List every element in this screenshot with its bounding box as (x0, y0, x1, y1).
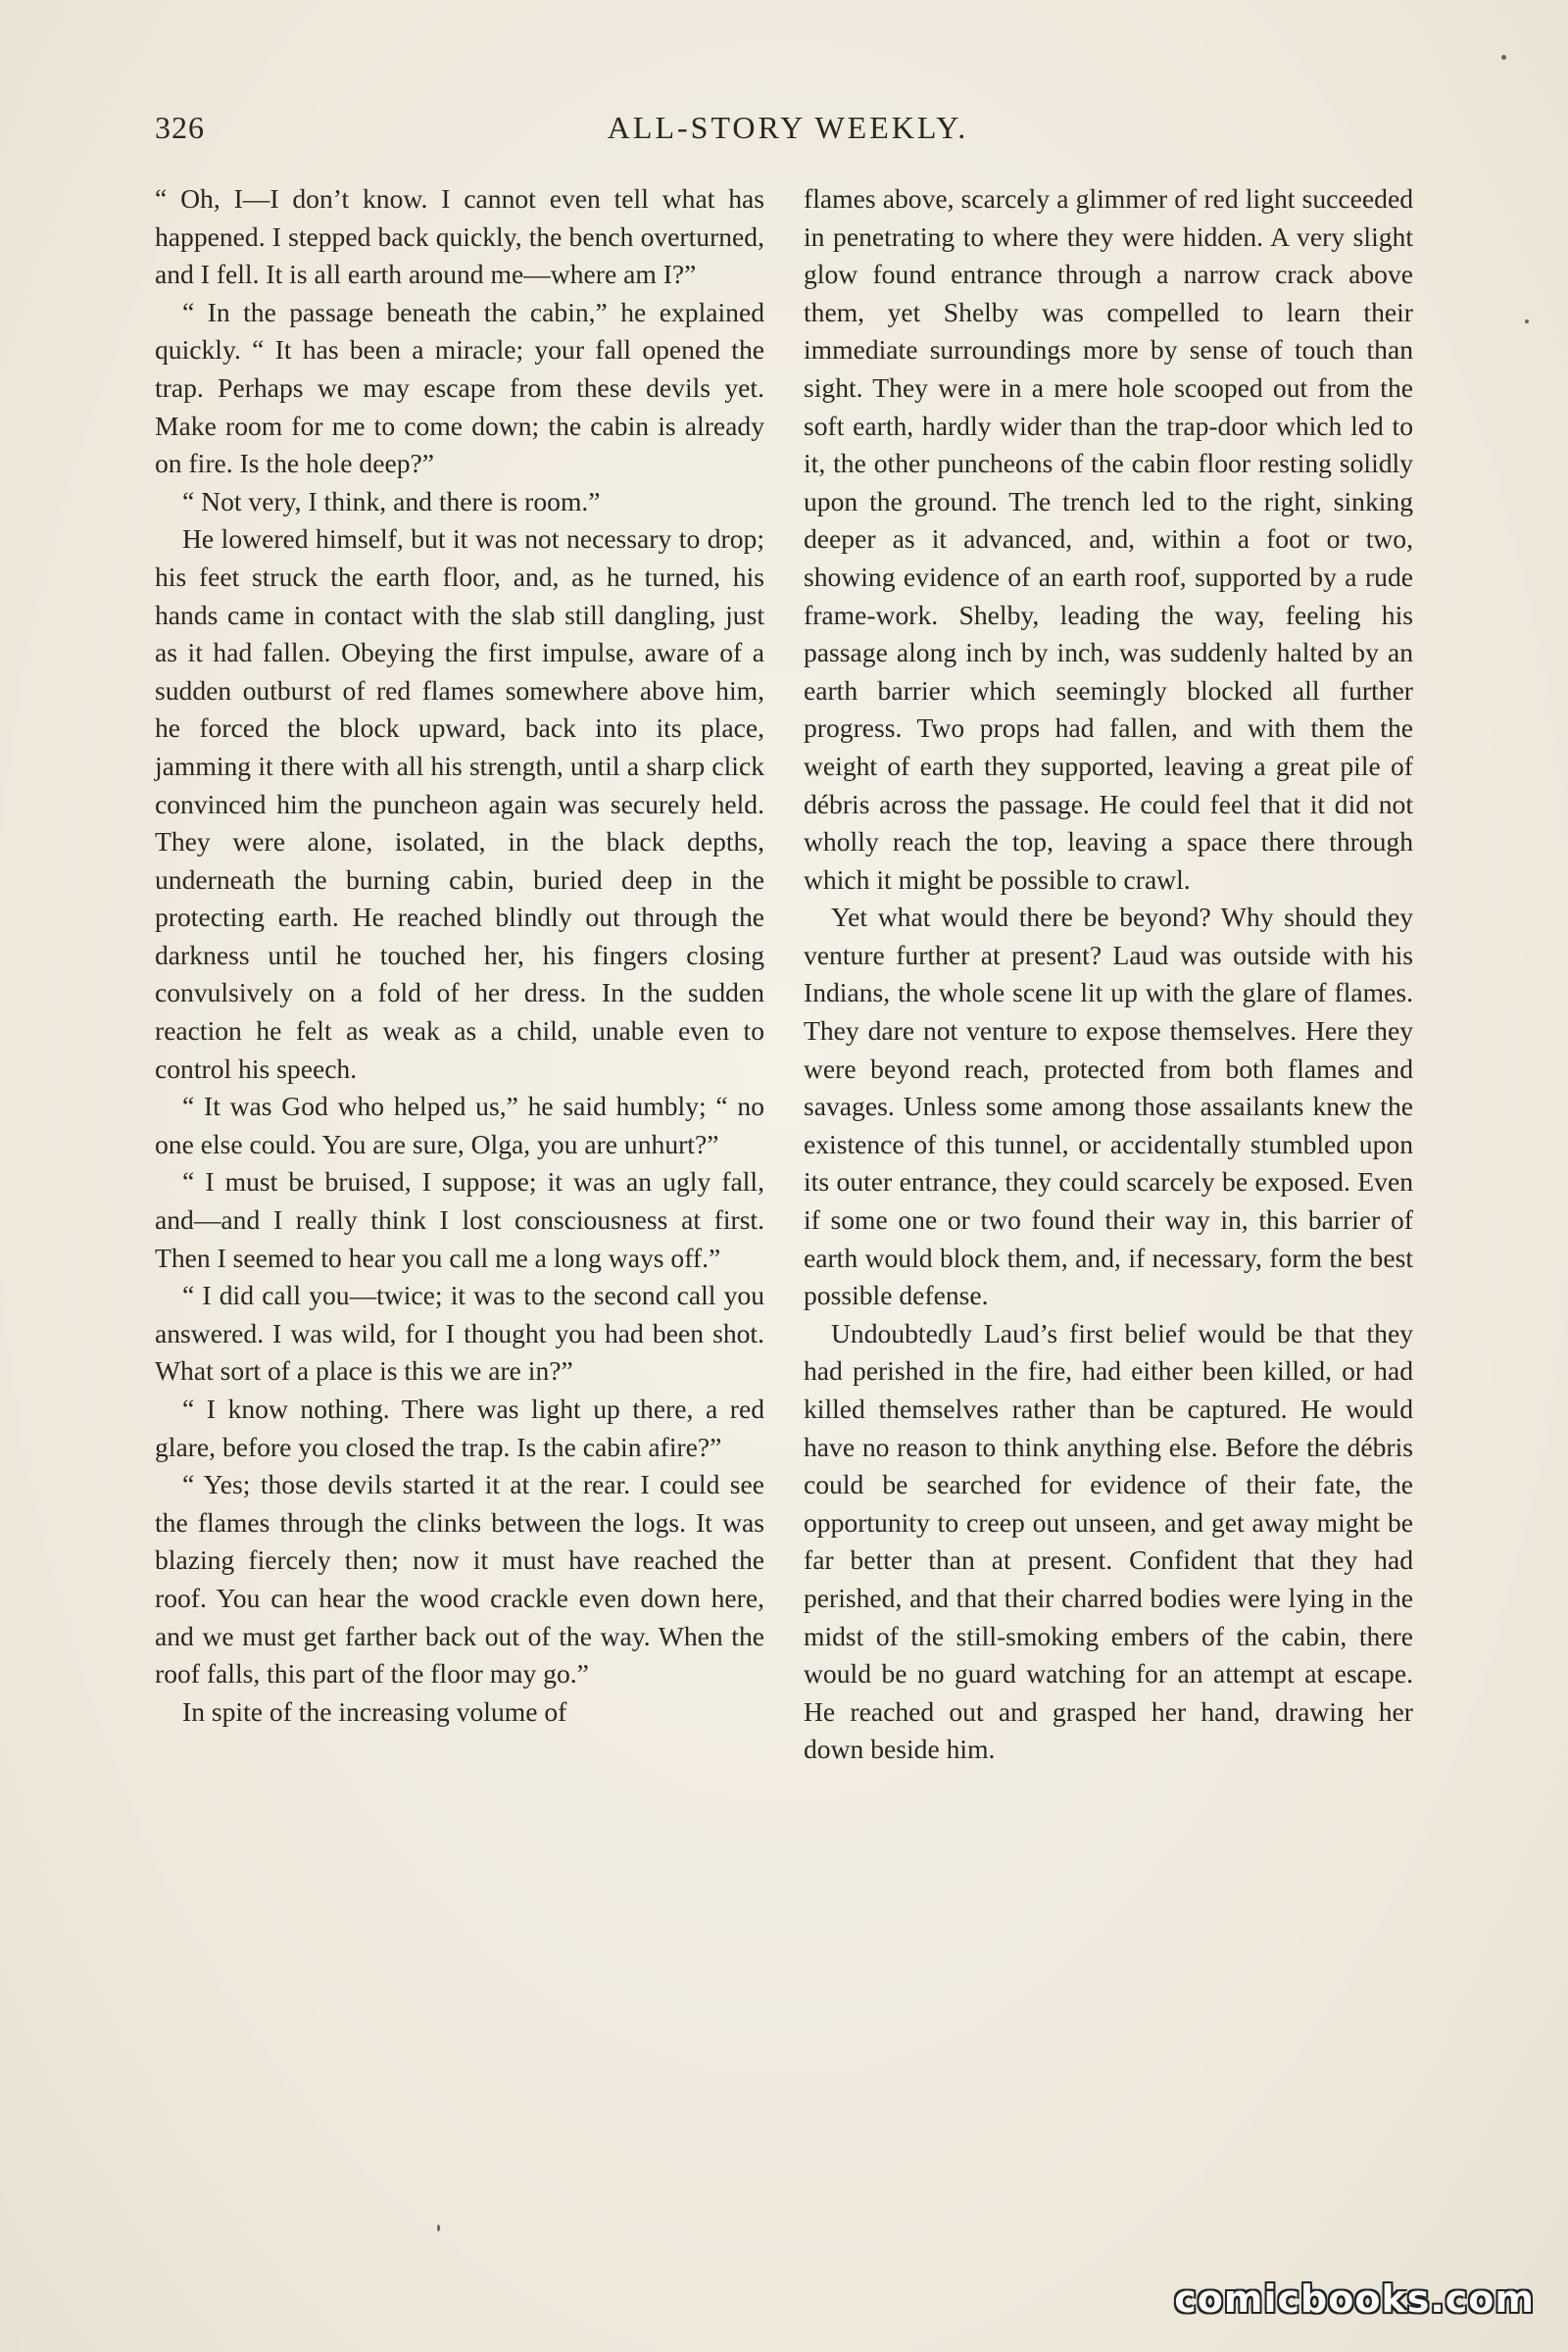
watermark: comicbooks.com (1174, 2278, 1535, 2321)
paragraph: flames above, scarcely a glimmer of red light succeeded in penetrating to where they were hidden. A very slight glow found entrance through a narrow crack above them, yet Shelby was compelled to learn their immediate surroundings more by sense of touch than sight. They were in a mere hole scooped out from the soft earth, hardly wider than the trap-door which led to it, the other puncheons of the cabin floor resting solidly upon the ground. The trench led to the right, sinking deeper as it advanced, and, within a foot or two, showing evidence of an earth roof, supported by a rude frame-work. Shelby, leading the way, feeling his passage along inch by inch, was suddenly halted by an earth barrier which seemingly blocked all further progress. Two props had fallen, and with them the weight of earth they supported, leaving a great pile of débris across the passage. He could feel that it did not wholly reach the top, leaving a space there through which it might be possible to crawl. (804, 183, 1413, 895)
paragraph: “ I must be bruised, I suppose; it was an ugly fall, and—and I really think I lost consciousness at first. Then I seemed to hear you call me a long ways off.” (155, 1166, 764, 1273)
right-column (804, 180, 1413, 1769)
paper-speck (437, 2225, 440, 2231)
running-head: ALL-STORY WEEKLY. (607, 110, 969, 145)
paragraph: Undoubtedly Laud’s first belief would be that they had perished in the fire, had either been killed, or had killed themselves rather than be captured. He would have no reason to think anything else. Before the débris could be searched for evidence of their fate, the opportunity to creep out unseen, and get away might be far better than at present. Confident that they had perished, and that their charred bodies were lying in the midst of the still-smoking embers of the cabin, there would be no guard watching for an attempt at escape. He reached out and grasped her hand, drawing her down beside him. (804, 1317, 1413, 1765)
paragraph: Yet what would there be beyond? Why should they venture further at present? Laud was outside with his Indians, the whole scene lit up with the glare of flames. They dare not venture to expose themselves. Here they were beyond reach, protected from both flames and savages. Unless some among those assailants knew the existence of this tunnel, or accidentally stumbled upon its outer entrance, they could scarcely be exposed. Even if some one or two found their way in, this barrier of earth would block them, and, if necessary, form the best possible defense. (804, 902, 1413, 1311)
paragraph: “ Not very, I think, and there is room.” (182, 485, 601, 516)
paragraph: “ Yes; those devils started it at the rear. I could see the flames through the clinks between the logs. It was blazing fiercely then; now it must have reached the roof. You can hear the wood crackle even down here, and we must get farther back out of the way. When the roof falls, this part of the floor may go.” (155, 1469, 764, 1690)
paragraph: “ I know nothing. There was light up there, a red glare, before you closed the trap. Is the cabin afire?” (155, 1394, 764, 1462)
paper-speck (1525, 319, 1529, 323)
paragraph: He lowered himself, but it was not necessary to drop; his feet struck the earth floor, and, as he turned, his hands came in contact with the slab still dangling, just as it had fallen. Obeying the first impulse, aware of a sudden outburst of red flames somewhere above him, he forced the block upward, back into its place, jamming it there with all his strength, until a sharp click convinced him the puncheon again was securely held. They were alone, isolated, in the black depths, underneath the burning cabin, buried deep in the protecting earth. He reached blindly out through the darkness until he touched her, his fingers closing convulsively on a fold of her dress. In the sudden reaction he felt as weak as a child, unable even to control his speech. (155, 523, 764, 1084)
paragraph: In spite of the increasing volume of (182, 1695, 567, 1727)
paragraph: “ It was God who helped us,” he said humbly; “ no one else could. You are sure, Olga, you are unhurt?” (155, 1091, 764, 1159)
paragraph: “ I did call you—twice; it was to the second call you answered. I was wild, for I thought you had been shot. What sort of a place is this we are in?” (155, 1280, 764, 1387)
left-column (155, 180, 764, 1731)
paper-speck (1501, 55, 1506, 60)
paragraph: “ Oh, I—I don’t know. I cannot even tell what has happened. I stepped back quickly, the bench overturned, and I fell. It is all earth around me—where am I?” (155, 183, 764, 290)
paragraph: “ In the passage beneath the cabin,” he explained quickly. “ It has been a miracle; your fall opened the trap. Perhaps we may escape from these devils yet. Make room for me to come down; the cabin is already on fire. Is the hole deep?” (155, 296, 764, 479)
page-header (155, 110, 1421, 159)
page-number: 326 (155, 110, 205, 145)
